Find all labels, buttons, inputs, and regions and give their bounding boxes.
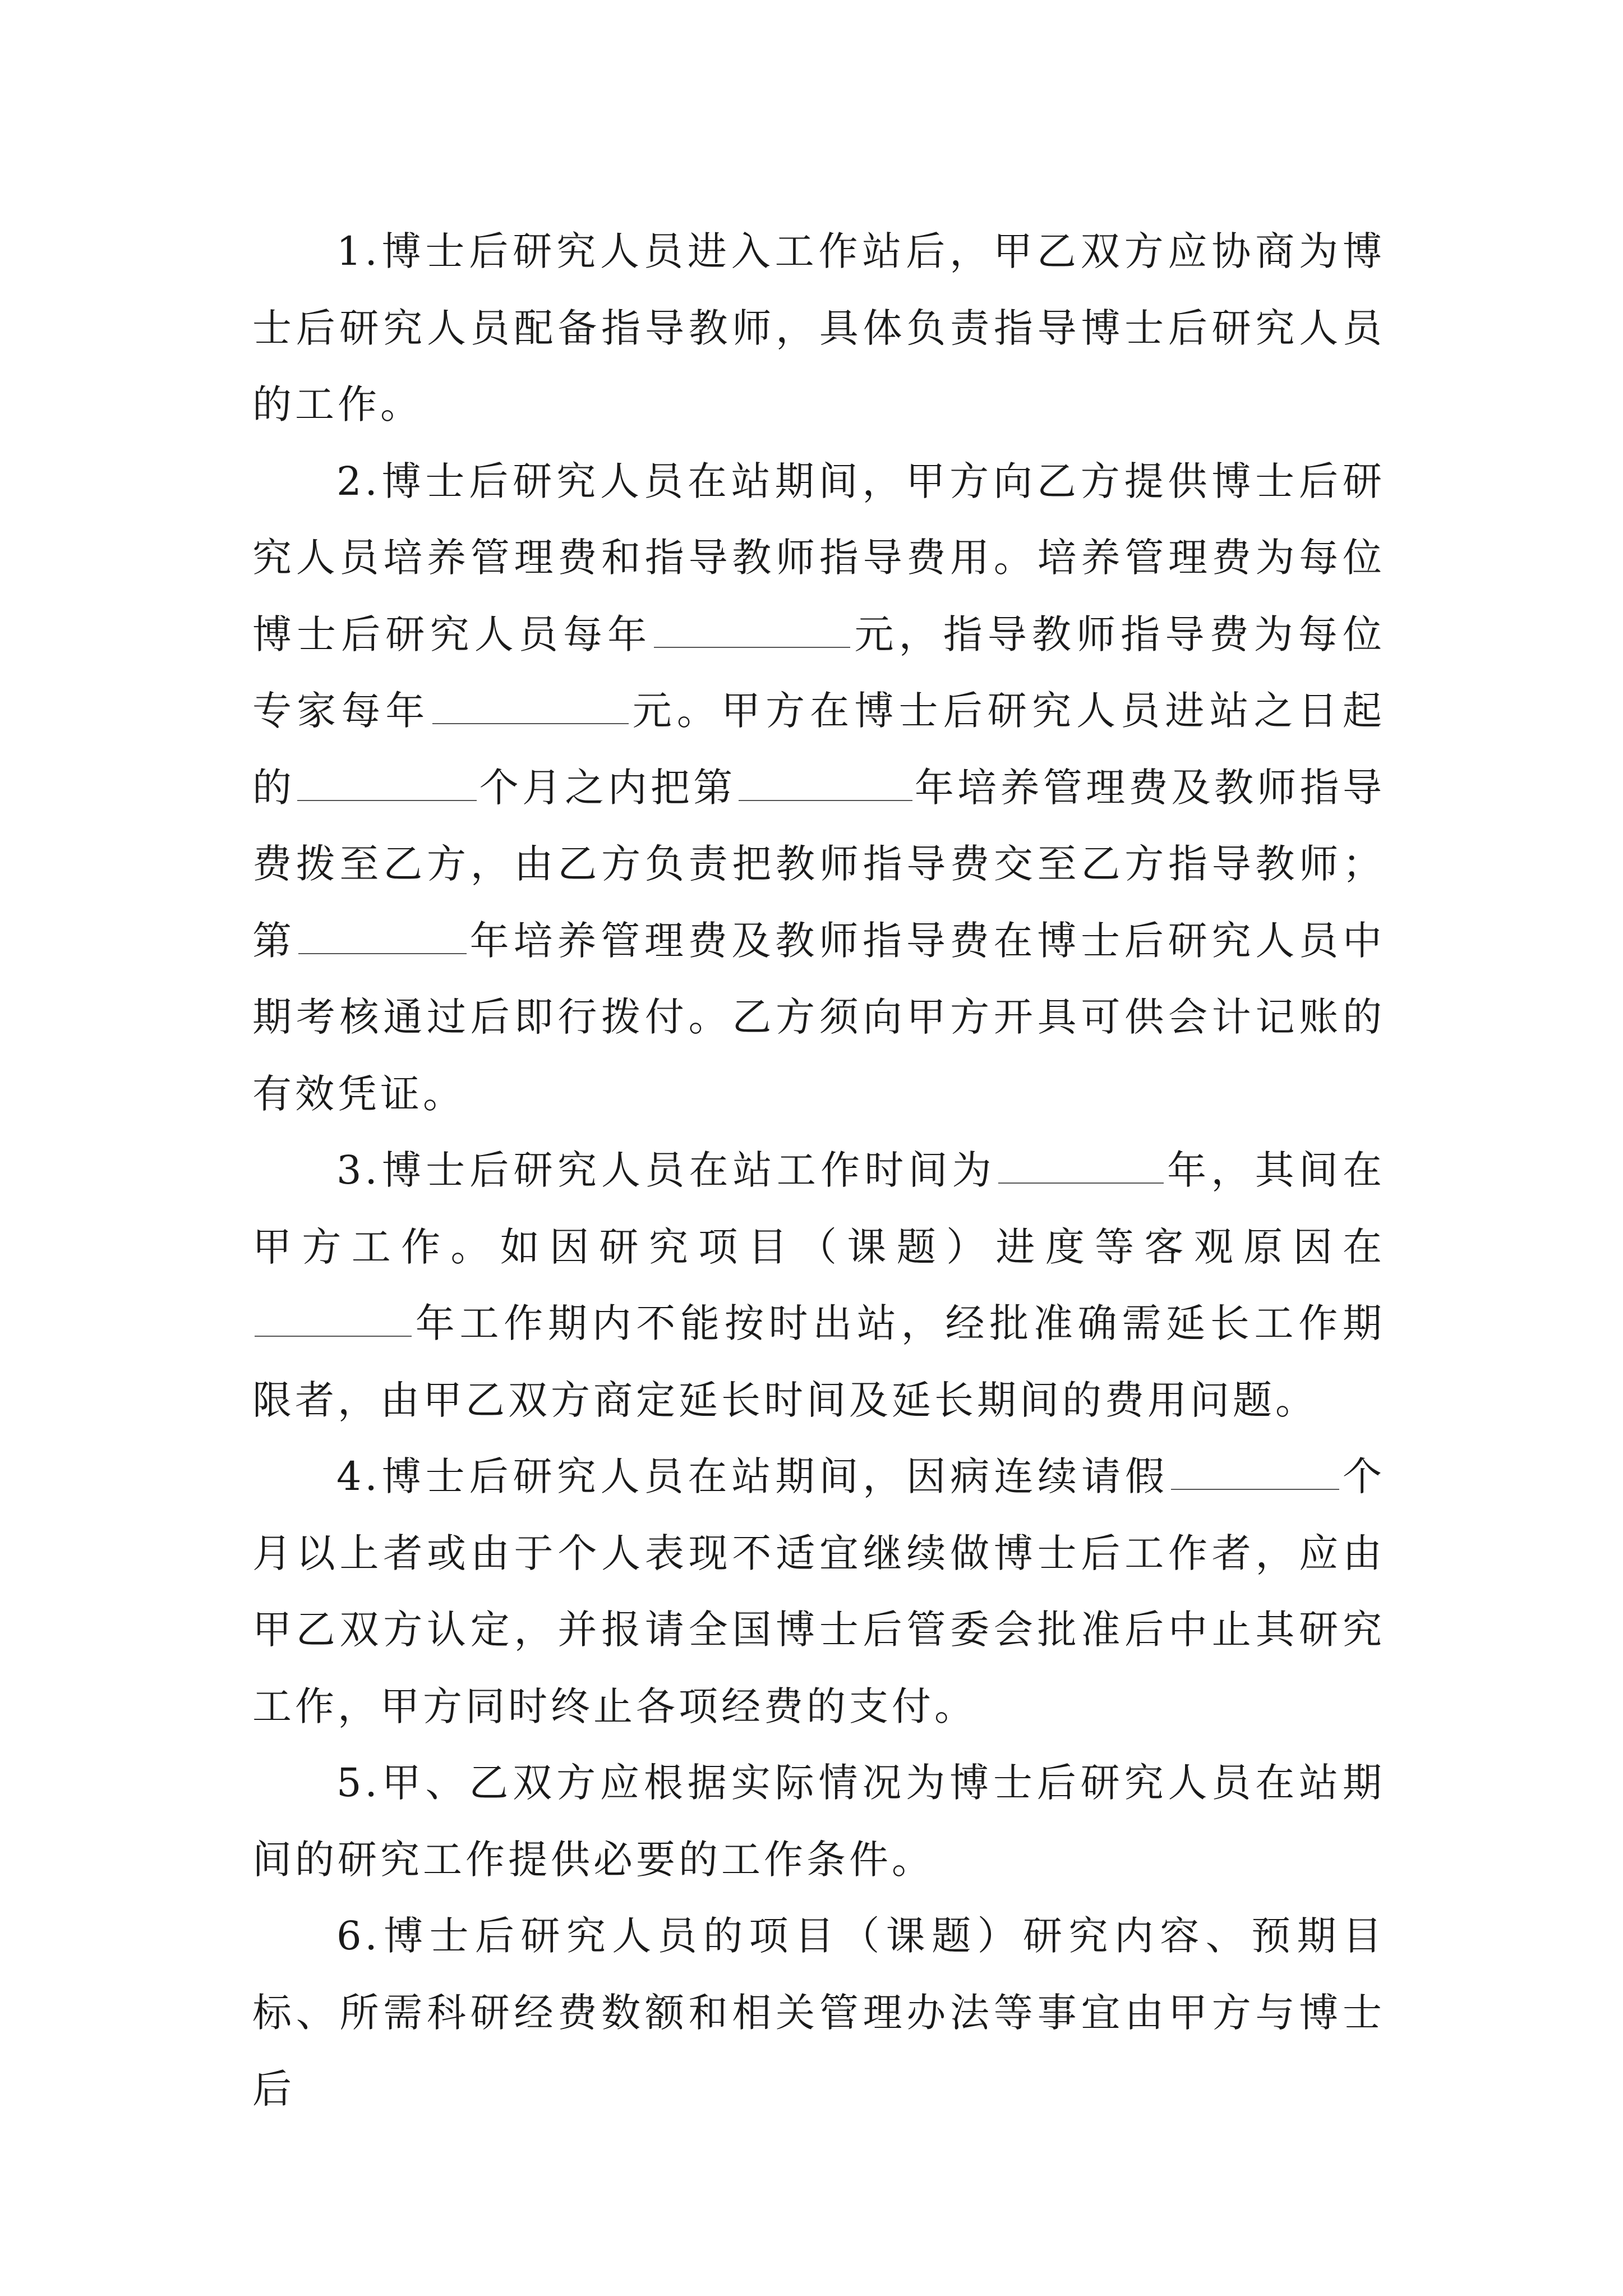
- paragraph-text: 元。甲方在博士后研究人员进站之日起的: [252, 688, 1386, 811]
- paragraph-text: 3.博士后研究人员在站工作时间为: [336, 1147, 996, 1193]
- paragraph-text: 1.博士后研究人员进入工作站后，甲乙双方应协商为博士后研究人员配备指导教师，具体负责指导博士后研究人员的工作。: [252, 228, 1385, 427]
- paragraph-2: [252, 443, 1385, 1133]
- paragraph-text: 2.博士后研究人员在站期间，甲方向乙方提供博士后研究人员培养管理费和指导教师指导费用。培养管理费为每位博士后研究人员每年: [252, 458, 1385, 657]
- fill-in-blank-annual-advisor-fee: [432, 688, 629, 724]
- fill-in-blank-months: [297, 765, 477, 801]
- fill-in-blank-work-years: [998, 1148, 1164, 1184]
- paragraph-4: [252, 1438, 1385, 1745]
- paragraph-text: 5.甲、乙双方应根据实际情况为博士后研究人员在站期间的研究工作提供必要的工作条件。: [252, 1760, 1385, 1883]
- paragraph-5: [252, 1745, 1385, 1898]
- paragraph-1: [252, 213, 1385, 443]
- paragraph-6: [252, 1898, 1385, 2128]
- fill-in-blank-annual-management-fee: [654, 612, 850, 648]
- paragraph-text: 个月之内把第: [479, 764, 736, 811]
- fill-in-blank-sick-leave-months: [1171, 1454, 1339, 1490]
- paragraph-text: 元，指导教师指导费为每位专家每年: [252, 611, 1386, 734]
- fill-in-blank-work-period: [255, 1301, 412, 1337]
- paragraph-text: 6.博士后研究人员的项目（课题）研究内容、预期目标、所需科研经费数额和相关管理办法等事宜由甲方与博士后: [252, 1913, 1385, 2112]
- paragraph-text: 年，其间在甲方工作。如因研究项目（课题）进度等客观原因在: [252, 1147, 1386, 1270]
- paragraph-text: 年培养管理费及教师指导费拨至乙方，由乙方负责把教师指导费交至乙方指导教师；第: [252, 764, 1386, 964]
- fill-in-blank-second-year: [298, 918, 467, 954]
- fill-in-blank-first-year: [739, 765, 912, 801]
- document-body: [252, 213, 1385, 2128]
- paragraph-text: 年培养管理费及教师指导费在博士后研究人员中期考核通过后即行拨付。乙方须向甲方开具可供会计记账的有效凭证。: [252, 917, 1386, 1117]
- paragraph-text: 4.博士后研究人员在站期间，因病连续请假: [336, 1453, 1169, 1499]
- paragraph-3: [252, 1132, 1385, 1438]
- paragraph-text: 个月以上者或由于个人表现不适宜继续做博士后工作者，应由甲乙双方认定，并报请全国博士后管委会批准后中止其研究工作，甲方同时终止各项经费的支付。: [252, 1453, 1385, 1729]
- paragraph-text: 年工作期内不能按时出站，经批准确需延长工作期限者，由甲乙双方商定延长时间及延长期间的费用问题。: [252, 1300, 1385, 1423]
